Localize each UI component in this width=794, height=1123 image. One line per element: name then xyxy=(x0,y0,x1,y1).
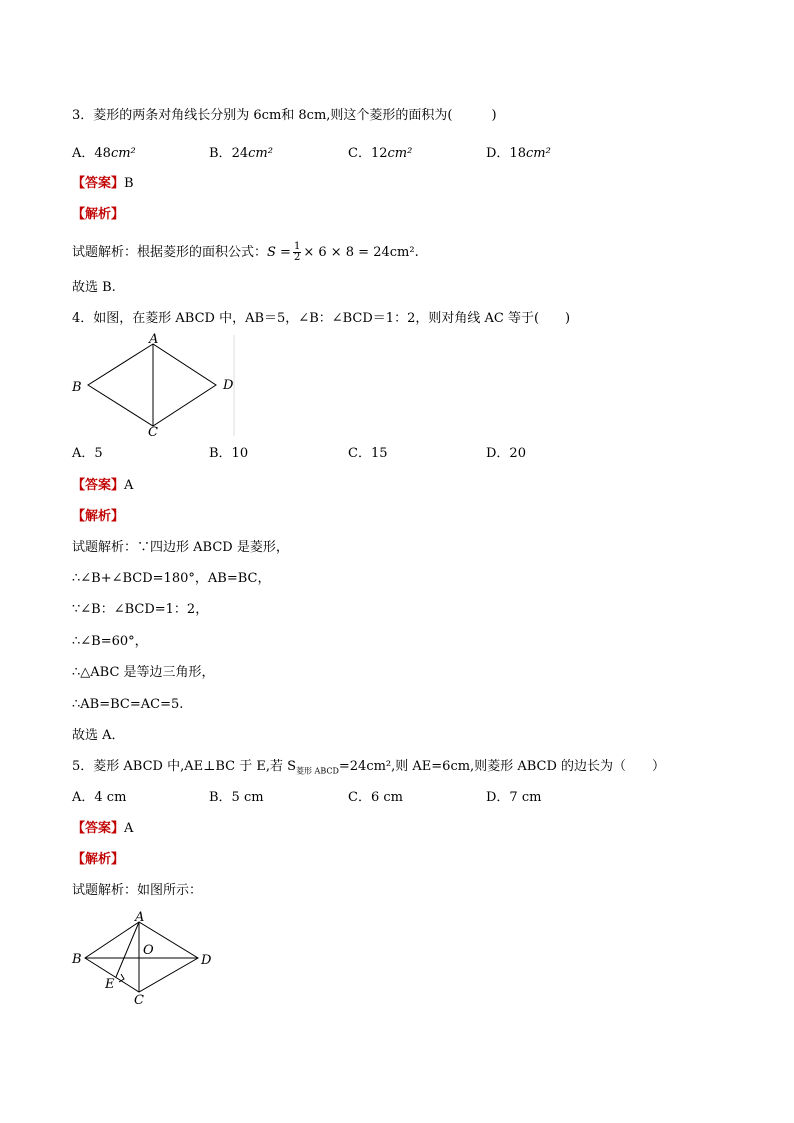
q3-stem: 3．菱形的两条对角线长分别为 6cm和 8cm,则这个菱形的面积为( ) xyxy=(72,108,497,123)
q4-step-6: ∴AB=BC=AC=5. xyxy=(72,697,184,712)
q4-analysis-heading: 【解析】 xyxy=(72,509,125,524)
q5-option-a: A．4 cm xyxy=(72,790,127,805)
q4-option-a: A．5 xyxy=(72,446,103,461)
q4-option-b: B．10 xyxy=(209,446,249,461)
q4-rhombus-figure xyxy=(68,330,238,440)
q5-solution: 试题解析：如图所示： xyxy=(72,883,203,898)
q5-rhombus-figure xyxy=(68,908,218,1008)
q4-label-d: D xyxy=(223,378,234,393)
q5-option-c: C．6 cm xyxy=(348,790,403,805)
q4-step-3: ∵∠B：∠BCD=1：2， xyxy=(72,602,209,617)
q4-conclusion: 故选 A． xyxy=(72,728,125,743)
q5-label-b: B xyxy=(72,952,82,967)
q4-option-d: D．20 xyxy=(486,446,526,461)
q5-label-a: A xyxy=(135,910,145,925)
q4-stem: 4．如图，在菱形 ABCD 中，AB＝5，∠B：∠BCD＝1：2，则对角线 AC 等于( ) xyxy=(72,311,571,326)
q4-answer: 【答案】A xyxy=(72,478,134,493)
q3-option-b: B．24cm² xyxy=(209,146,273,161)
q3-conclusion: 故选 B. xyxy=(72,280,116,295)
q5-label-e: E xyxy=(105,977,115,992)
q4-step-4: ∴∠B=60°， xyxy=(72,634,148,649)
q3-analysis-heading: 【解析】 xyxy=(72,207,125,222)
q5-stem: 5．菱形 ABCD 中,AE⊥BC 于 E,若 $S_{菱形 ABCD}=24cm^2$,则 AE=6cm,则菱形 ABCD 的边长为（ ） xyxy=(72,759,666,776)
q5-option-b: B．5 cm xyxy=(209,790,264,805)
q4-option-c: C．15 xyxy=(348,446,388,461)
q4-step-2: ∴∠B+∠BCD=180°，AB=BC， xyxy=(72,571,271,586)
q4-step-1: 试题解析：∵四边形 ABCD 是菱形， xyxy=(72,540,289,555)
q5-option-d: D．7 cm xyxy=(486,790,542,805)
q3-option-d: D．18cm² xyxy=(486,146,551,161)
q5-label-d: D xyxy=(201,953,212,968)
fraction-one-half: $\frac{1}{2}$ xyxy=(293,241,301,263)
q3-option-c: C．12cm² xyxy=(348,146,413,161)
q4-step-5: ∴△ABC 是等边三角形， xyxy=(72,665,215,680)
q3-answer: 【答案】B xyxy=(72,176,134,191)
q5-analysis-heading: 【解析】 xyxy=(72,852,125,867)
q4-label-b: B xyxy=(72,380,82,395)
q4-label-c: C xyxy=(148,425,158,440)
q5-label-c: C xyxy=(134,993,144,1008)
q3-option-a: A．48cm² xyxy=(72,146,136,161)
q5-answer: 【答案】A xyxy=(72,821,134,836)
q4-label-a: A xyxy=(149,332,159,347)
q5-label-o: O xyxy=(143,943,154,958)
q3-solution: 试题解析：根据菱形的面积公式：S = $\frac{1}{2}$ × 6 × 8 = 24cm². xyxy=(72,241,419,263)
